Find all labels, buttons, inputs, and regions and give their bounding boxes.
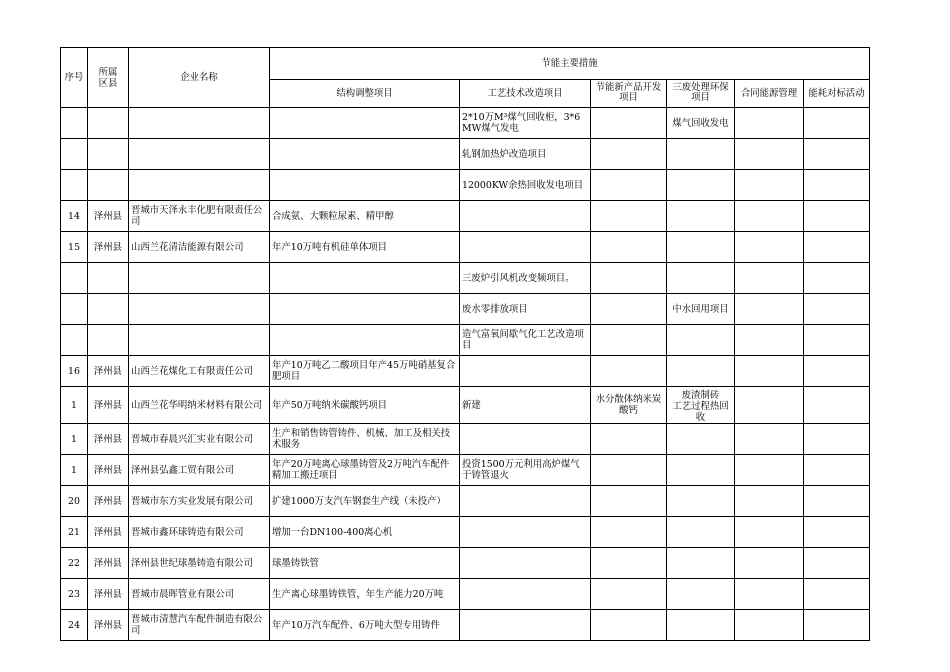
newprod-cell bbox=[591, 108, 667, 139]
contract-cell bbox=[735, 548, 804, 579]
waste-cell bbox=[667, 486, 735, 517]
energy-measures-table bbox=[60, 47, 870, 641]
header-district: 所属 区县 bbox=[88, 48, 129, 108]
waste-cell bbox=[667, 139, 735, 170]
district-cell bbox=[88, 325, 129, 356]
newprod-cell: 水分散体纳米炭酸钙 bbox=[591, 387, 667, 424]
waste-cell bbox=[667, 325, 735, 356]
structure-cell: 增加一台DN100-400离心机 bbox=[270, 517, 460, 548]
district-cell: 泽州县 bbox=[88, 610, 129, 641]
structure-cell: 年产20万吨离心球墨铸管及2万吨汽车配件精加工搬迁项目 bbox=[270, 455, 460, 486]
benchmark-cell bbox=[804, 424, 870, 455]
company-cell: 泽州县弘鑫工贸有限公司 bbox=[129, 455, 270, 486]
contract-cell bbox=[735, 108, 804, 139]
seq-cell: 14 bbox=[61, 201, 88, 232]
contract-cell bbox=[735, 139, 804, 170]
contract-cell bbox=[735, 356, 804, 387]
table-row bbox=[61, 387, 870, 424]
contract-cell bbox=[735, 387, 804, 424]
company-cell bbox=[129, 325, 270, 356]
table-row bbox=[61, 201, 870, 232]
newprod-cell bbox=[591, 356, 667, 387]
header-contract: 合同能源管理 bbox=[735, 79, 804, 107]
newprod-cell bbox=[591, 139, 667, 170]
table-row bbox=[61, 294, 870, 325]
benchmark-cell bbox=[804, 108, 870, 139]
company-cell bbox=[129, 263, 270, 294]
header-tech: 工艺技术改造项目 bbox=[460, 79, 591, 107]
benchmark-cell bbox=[804, 517, 870, 548]
company-cell bbox=[129, 170, 270, 201]
seq-cell: 1 bbox=[61, 387, 88, 424]
structure-cell: 年产10万汽车配件、6万吨大型专用铸件 bbox=[270, 610, 460, 641]
waste-cell bbox=[667, 356, 735, 387]
waste-cell bbox=[667, 263, 735, 294]
district-cell bbox=[88, 108, 129, 139]
tech-cell: 三废炉引风机改变频项目。 bbox=[460, 263, 591, 294]
table-row bbox=[61, 356, 870, 387]
waste-cell: 废渣制砖 工艺过程热回收 bbox=[667, 387, 735, 424]
newprod-cell bbox=[591, 263, 667, 294]
benchmark-cell bbox=[804, 610, 870, 641]
header-row-1 bbox=[61, 48, 870, 80]
table-row bbox=[61, 325, 870, 356]
company-cell: 晋城市天泽永丰化肥有限责任公司 bbox=[129, 201, 270, 232]
district-cell: 泽州县 bbox=[88, 424, 129, 455]
tech-cell: 轧钢加热炉改造项目 bbox=[460, 139, 591, 170]
company-cell: 山西兰花华明纳米材料有限公司 bbox=[129, 387, 270, 424]
sheet bbox=[60, 47, 870, 641]
tech-cell bbox=[460, 232, 591, 263]
waste-cell bbox=[667, 170, 735, 201]
newprod-cell bbox=[591, 201, 667, 232]
structure-cell: 生产和销售铸管铸件、机械、加工及相关技术服务 bbox=[270, 424, 460, 455]
contract-cell bbox=[735, 232, 804, 263]
structure-cell: 扩建1000万支汽车钢套生产线（未投产） bbox=[270, 486, 460, 517]
table-row bbox=[61, 579, 870, 610]
waste-cell bbox=[667, 424, 735, 455]
newprod-cell bbox=[591, 455, 667, 486]
contract-cell bbox=[735, 517, 804, 548]
district-cell: 泽州县 bbox=[88, 548, 129, 579]
company-cell: 晋城市鑫环球铸造有限公司 bbox=[129, 517, 270, 548]
district-cell: 泽州县 bbox=[88, 232, 129, 263]
newprod-cell bbox=[591, 579, 667, 610]
waste-cell: 煤气回收发电 bbox=[667, 108, 735, 139]
seq-cell: 23 bbox=[61, 579, 88, 610]
structure-cell: 年产10万吨有机硅单体项目 bbox=[270, 232, 460, 263]
district-cell bbox=[88, 294, 129, 325]
district-cell bbox=[88, 170, 129, 201]
waste-cell bbox=[667, 610, 735, 641]
waste-cell bbox=[667, 232, 735, 263]
benchmark-cell bbox=[804, 294, 870, 325]
district-cell: 泽州县 bbox=[88, 356, 129, 387]
contract-cell bbox=[735, 455, 804, 486]
contract-cell bbox=[735, 325, 804, 356]
benchmark-cell bbox=[804, 263, 870, 294]
tech-cell bbox=[460, 548, 591, 579]
table-row bbox=[61, 486, 870, 517]
benchmark-cell bbox=[804, 486, 870, 517]
newprod-cell bbox=[591, 486, 667, 517]
tech-cell: 废水零排放项目 bbox=[460, 294, 591, 325]
newprod-cell bbox=[591, 517, 667, 548]
header-benchmark: 能耗对标活动 bbox=[804, 79, 870, 107]
header-seq: 序号 bbox=[61, 48, 88, 108]
newprod-cell bbox=[591, 232, 667, 263]
company-cell: 晋城市晨晖管业有限公司 bbox=[129, 579, 270, 610]
table-row bbox=[61, 170, 870, 201]
seq-cell: 21 bbox=[61, 517, 88, 548]
table-row bbox=[61, 548, 870, 579]
structure-cell bbox=[270, 294, 460, 325]
waste-cell bbox=[667, 579, 735, 610]
contract-cell bbox=[735, 424, 804, 455]
header-newprod: 节能新产品开发 项目 bbox=[591, 79, 667, 107]
company-cell bbox=[129, 108, 270, 139]
waste-cell bbox=[667, 455, 735, 486]
newprod-cell bbox=[591, 424, 667, 455]
header-company: 企业名称 bbox=[129, 48, 270, 108]
table-body bbox=[61, 48, 870, 641]
seq-cell bbox=[61, 108, 88, 139]
structure-cell bbox=[270, 139, 460, 170]
newprod-cell bbox=[591, 294, 667, 325]
tech-cell: 造气富氧间歇气化工艺改造项目 bbox=[460, 325, 591, 356]
district-cell: 泽州县 bbox=[88, 455, 129, 486]
structure-cell: 年产10万吨乙二酸项目年产45万吨硝基复合肥项目 bbox=[270, 356, 460, 387]
waste-cell: 中水回用项目 bbox=[667, 294, 735, 325]
contract-cell bbox=[735, 201, 804, 232]
structure-cell bbox=[270, 170, 460, 201]
seq-cell bbox=[61, 294, 88, 325]
company-cell: 山西兰花清洁能源有限公司 bbox=[129, 232, 270, 263]
newprod-cell bbox=[591, 325, 667, 356]
company-cell bbox=[129, 139, 270, 170]
district-cell: 泽州县 bbox=[88, 579, 129, 610]
contract-cell bbox=[735, 294, 804, 325]
table-row bbox=[61, 517, 870, 548]
seq-cell bbox=[61, 263, 88, 294]
tech-cell: 12000KW余热回收发电项目 bbox=[460, 170, 591, 201]
district-cell: 泽州县 bbox=[88, 517, 129, 548]
waste-cell bbox=[667, 517, 735, 548]
benchmark-cell bbox=[804, 201, 870, 232]
seq-cell bbox=[61, 325, 88, 356]
seq-cell: 15 bbox=[61, 232, 88, 263]
benchmark-cell bbox=[804, 579, 870, 610]
structure-cell: 合成氨、大颗粒尿素、精甲醇 bbox=[270, 201, 460, 232]
structure-cell: 生产离心球墨铸铁管，年生产能力20万吨 bbox=[270, 579, 460, 610]
newprod-cell bbox=[591, 610, 667, 641]
header-waste: 三废处理环保 项目 bbox=[667, 79, 735, 107]
benchmark-cell bbox=[804, 455, 870, 486]
header-structure: 结构调整项目 bbox=[270, 79, 460, 107]
benchmark-cell bbox=[804, 139, 870, 170]
contract-cell bbox=[735, 579, 804, 610]
table-row bbox=[61, 232, 870, 263]
contract-cell bbox=[735, 610, 804, 641]
benchmark-cell bbox=[804, 356, 870, 387]
waste-cell bbox=[667, 548, 735, 579]
tech-cell bbox=[460, 610, 591, 641]
waste-cell bbox=[667, 201, 735, 232]
seq-cell: 22 bbox=[61, 548, 88, 579]
company-cell: 晋城市东方实业发展有限公司 bbox=[129, 486, 270, 517]
district-cell bbox=[88, 139, 129, 170]
district-cell: 泽州县 bbox=[88, 387, 129, 424]
table-row bbox=[61, 108, 870, 139]
district-cell bbox=[88, 263, 129, 294]
tech-cell: 2*10万M³煤气回收柜，3*6MW煤气发电 bbox=[460, 108, 591, 139]
seq-cell: 24 bbox=[61, 610, 88, 641]
tech-cell bbox=[460, 356, 591, 387]
structure-cell bbox=[270, 263, 460, 294]
company-cell: 晋城市春晨兴汇实业有限公司 bbox=[129, 424, 270, 455]
table-row bbox=[61, 139, 870, 170]
benchmark-cell bbox=[804, 325, 870, 356]
tech-cell: 投资1500万元利用高炉煤气于铸管退火 bbox=[460, 455, 591, 486]
tech-cell: 新建 bbox=[460, 387, 591, 424]
contract-cell bbox=[735, 263, 804, 294]
benchmark-cell bbox=[804, 387, 870, 424]
company-cell bbox=[129, 294, 270, 325]
benchmark-cell bbox=[804, 170, 870, 201]
contract-cell bbox=[735, 170, 804, 201]
newprod-cell bbox=[591, 548, 667, 579]
newprod-cell bbox=[591, 170, 667, 201]
district-cell: 泽州县 bbox=[88, 486, 129, 517]
benchmark-cell bbox=[804, 232, 870, 263]
seq-cell: 1 bbox=[61, 424, 88, 455]
seq-cell bbox=[61, 170, 88, 201]
tech-cell bbox=[460, 424, 591, 455]
tech-cell bbox=[460, 486, 591, 517]
structure-cell: 年产50万吨纳米碳酸钙项目 bbox=[270, 387, 460, 424]
seq-cell: 1 bbox=[61, 455, 88, 486]
seq-cell bbox=[61, 139, 88, 170]
company-cell: 泽州县世纪球墨铸造有限公司 bbox=[129, 548, 270, 579]
header-measures-group: 节能主要措施 bbox=[270, 48, 870, 80]
seq-cell: 16 bbox=[61, 356, 88, 387]
table-row bbox=[61, 424, 870, 455]
district-cell: 泽州县 bbox=[88, 201, 129, 232]
table-row bbox=[61, 610, 870, 641]
structure-cell bbox=[270, 108, 460, 139]
structure-cell bbox=[270, 325, 460, 356]
tech-cell bbox=[460, 517, 591, 548]
contract-cell bbox=[735, 486, 804, 517]
table-row bbox=[61, 263, 870, 294]
company-cell: 山西兰花煤化工有限责任公司 bbox=[129, 356, 270, 387]
benchmark-cell bbox=[804, 548, 870, 579]
seq-cell: 20 bbox=[61, 486, 88, 517]
tech-cell bbox=[460, 579, 591, 610]
structure-cell: 球墨铸铁管 bbox=[270, 548, 460, 579]
tech-cell bbox=[460, 201, 591, 232]
company-cell: 晋城市清慧汽车配件制造有限公司 bbox=[129, 610, 270, 641]
table-row bbox=[61, 455, 870, 486]
